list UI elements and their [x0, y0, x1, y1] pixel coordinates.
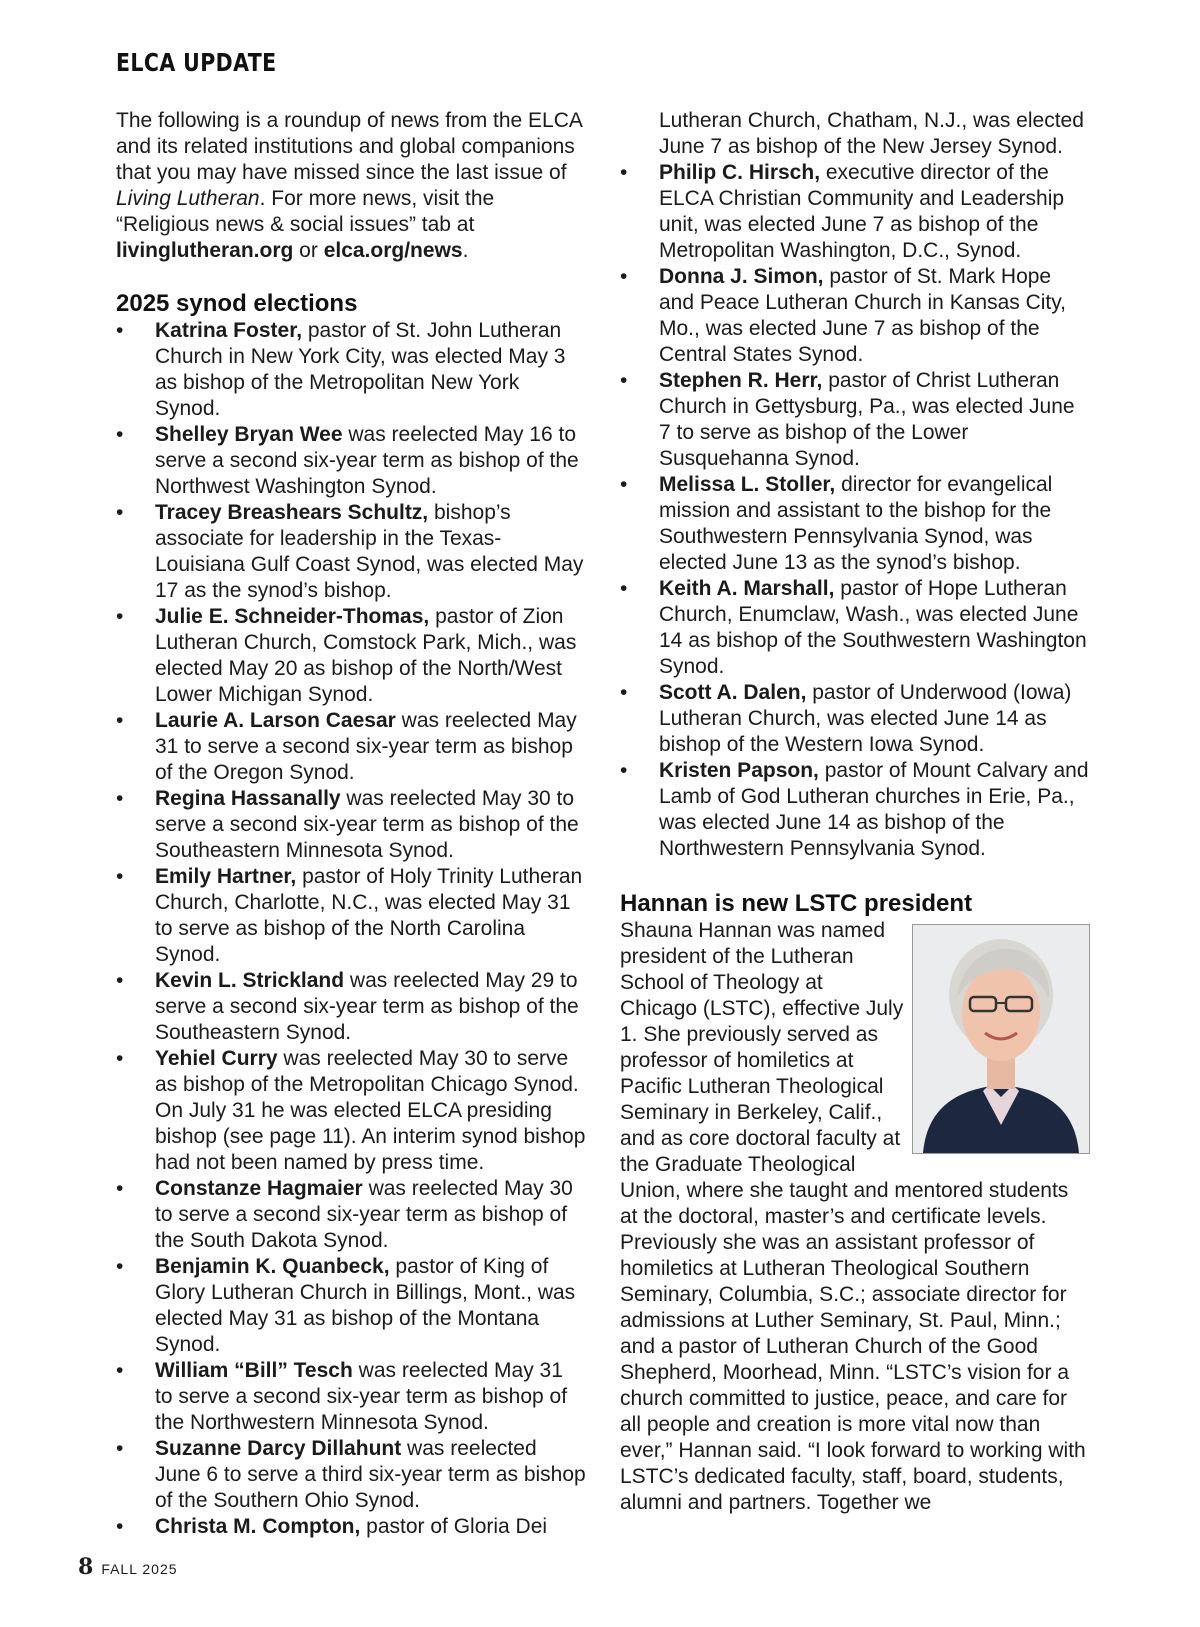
list-item [116, 1514, 586, 1540]
list-item [116, 1436, 586, 1514]
list-item [620, 472, 1090, 576]
election-detail: pastor of St. Mark Hope and Peace Lutheran Church in Kansas City, Mo., was elected June 7 as bishop of the Central States Synod. [659, 265, 1067, 366]
list-item [116, 422, 586, 500]
list-item [116, 318, 586, 422]
livinglutheran-link[interactable]: livinglutheran.org [116, 239, 294, 262]
list-item [116, 500, 586, 604]
list-item [620, 160, 1090, 264]
bishop-name: Donna J. Simon, [659, 265, 824, 288]
bishop-name: Philip C. Hirsch, [659, 161, 821, 184]
election-detail: pastor of Underwood (Iowa) Lutheran Church, was elected June 14 as bishop of the Western Iowa Synod. [659, 681, 1072, 756]
election-detail: pastor of Holy Trinity Lutheran Church, Charlotte, N.C., was elected May 31 to serve as bishop of the North Carolina Synod. [155, 865, 583, 966]
portrait-photo [912, 924, 1090, 1154]
elections-heading: 2025 synod elections [116, 290, 358, 317]
bishop-name: Shelley Bryan Wee [155, 423, 343, 446]
story-body-text: Shauna Hannan was named president of the Lutheran School of Theology at Chicago (LSTC), effective July 1. She previously served as professor of homiletics at Pacific Lutheran Theological Seminary in Berkeley, Calif., and as core doctoral faculty at the Graduate Theological Union, where she taught and mentored students at the doctoral, master’s and certificate levels. Previously she was an assistant professor of homiletics at Lutheran Theological Southern Seminary, Columbia, S.C.; associate director for admissions at Luther Seminary, St. Paul, Minn.; and a pastor of Lutheran Church of the Good Shepherd, Moorhead, Minn. “LSTC’s vision for a church committed to justice, peace, and care for all people and creation is more vital now than ever,” Hannan said. “I look forward to working with LSTC’s dedicated faculty, staff, board, students, alumni and partners. Together we [620, 919, 1086, 1514]
election-detail: pastor of St. John Lutheran Church in New York City, was elected May 3 as bishop of the Metropolitan New York Synod. [155, 319, 566, 420]
bishop-name: Stephen R. Herr, [659, 369, 823, 392]
election-detail: pastor of Gloria Dei [360, 1515, 548, 1538]
list-item [116, 786, 586, 864]
intro-text-1: The following is a roundup of news from the ELCA and its related institutions and global companions that you may have missed since the last issue of [116, 109, 582, 184]
bishop-name: Yehiel Curry [155, 1047, 278, 1070]
list-item [620, 576, 1090, 680]
issue-label: FALL 2025 [101, 1561, 178, 1577]
bishop-name: Tracey Breashears Schultz, [155, 501, 429, 524]
election-detail: was reelected May 16 to serve a second six-year term as bishop of the Northwest Washington Synod. [155, 423, 579, 498]
magazine-name: Living Lutheran [116, 187, 260, 210]
list-item [116, 1358, 586, 1436]
list-item [116, 864, 586, 968]
election-detail: pastor of Mount Calvary and Lamb of God Lutheran churches in Erie, Pa., was elected June 14 as bishop of the Northwestern Pennsylvania Synod. [659, 759, 1089, 860]
left-column [116, 108, 586, 1540]
story-heading: Hannan is new LSTC president [620, 890, 973, 917]
bishop-name: Keith A. Marshall, [659, 577, 835, 600]
story-body [620, 918, 1090, 1516]
bishop-name: Regina Hassanally [155, 787, 341, 810]
list-item [116, 968, 586, 1046]
bishop-name: Benjamin K. Quanbeck, [155, 1255, 390, 1278]
election-detail: was reelected May 30 to serve a second six-year term as bishop of the Southeastern Minnesota Synod. [155, 787, 579, 862]
election-detail: was reelected May 31 to serve a second six-year term as bishop of the Oregon Synod. [155, 709, 577, 784]
election-detail: executive director of the ELCA Christian Community and Leadership unit, was elected June 7 as bishop of the Metropolitan Washington, D.C., Synod. [659, 161, 1065, 262]
bishop-name: Katrina Foster, [155, 319, 303, 342]
election-detail: pastor of Zion Lutheran Church, Comstock Park, Mich., was elected May 20 as bishop of the North/West Lower Michigan Synod. [155, 605, 577, 706]
list-item [116, 1176, 586, 1254]
elections-list-left [116, 318, 586, 1540]
list-item [620, 680, 1090, 758]
election-detail: director for evangelical mission and assistant to the bishop for the Southwestern Pennsylvania Synod, was elected June 13 as the synod’s bishop. [659, 473, 1053, 574]
page-number: 8 [78, 1554, 94, 1580]
bishop-name: Suzanne Darcy Dillahunt [155, 1437, 402, 1460]
election-detail: pastor of King of Glory Lutheran Church in Billings, Mont., was elected May 31 as bishop of the Montana Synod. [155, 1255, 576, 1356]
list-item [116, 1046, 586, 1176]
election-detail: was reelected May 29 to serve a second six-year term as bishop of the Southeastern Synod. [155, 969, 579, 1044]
bishop-name: Melissa L. Stoller, [659, 473, 836, 496]
list-item [116, 708, 586, 786]
list-item [116, 604, 586, 708]
election-detail: was reelected May 30 to serve as bishop of the Metropolitan Chicago Synod. On July 31 he was elected ELCA presiding bishop (see page 11). An interim synod bishop had not been named by press time. [155, 1047, 586, 1174]
page-footer [78, 1554, 178, 1580]
elections-list-right [620, 108, 1090, 862]
bishop-name: Scott A. Dalen, [659, 681, 807, 704]
right-column [620, 108, 1090, 1516]
election-detail: pastor of Christ Lutheran Church in Gettysburg, Pa., was elected June 7 to serve as bishop of the Lower Susquehanna Synod. [659, 369, 1075, 470]
list-item-continued [620, 108, 1090, 160]
election-detail: was reelected June 6 to serve a third six-year term as bishop of the Southern Ohio Synod. [155, 1437, 586, 1512]
bishop-name: William “Bill” Tesch [155, 1359, 353, 1382]
bishop-name: Constanze Hagmaier [155, 1177, 363, 1200]
bishop-name: Emily Hartner, [155, 865, 297, 888]
list-item [116, 1254, 586, 1358]
election-detail: was reelected May 31 to serve a second six-year term as bishop of the Northwestern Minnesota Synod. [155, 1359, 568, 1434]
list-item [620, 758, 1090, 862]
intro-text-2: . For more news, visit the “Religious news & social issues” tab at [116, 187, 495, 236]
bishop-name: Kristen Papson, [659, 759, 819, 782]
elca-news-link[interactable]: elca.org/news [323, 239, 463, 262]
intro-text-4: . [462, 239, 469, 262]
bishop-name: Kevin L. Strickland [155, 969, 345, 992]
intro-text-3: or [293, 239, 324, 262]
election-detail: was reelected May 30 to serve a second six-year term as bishop of the South Dakota Synod. [155, 1177, 573, 1252]
election-detail: bishop’s associate for leadership in the Texas-Louisiana Gulf Coast Synod, was elected May 17 as the synod’s bishop. [155, 501, 584, 602]
section-label: ELCA UPDATE [116, 48, 277, 77]
bishop-name: Julie E. Schneider-Thomas, [155, 605, 430, 628]
list-item [620, 368, 1090, 472]
list-item [620, 264, 1090, 368]
bishop-name: Laurie A. Larson Caesar [155, 709, 396, 732]
election-detail: pastor of Hope Lutheran Church, Enumclaw, Wash., was elected June 14 as bishop of the Southwestern Washington Synod. [659, 577, 1087, 678]
continued-text: Lutheran Church, Chatham, N.J., was elected June 7 as bishop of the New Jersey Synod. [659, 109, 1084, 158]
intro-paragraph [116, 108, 586, 264]
bishop-name: Christa M. Compton, [155, 1515, 361, 1538]
